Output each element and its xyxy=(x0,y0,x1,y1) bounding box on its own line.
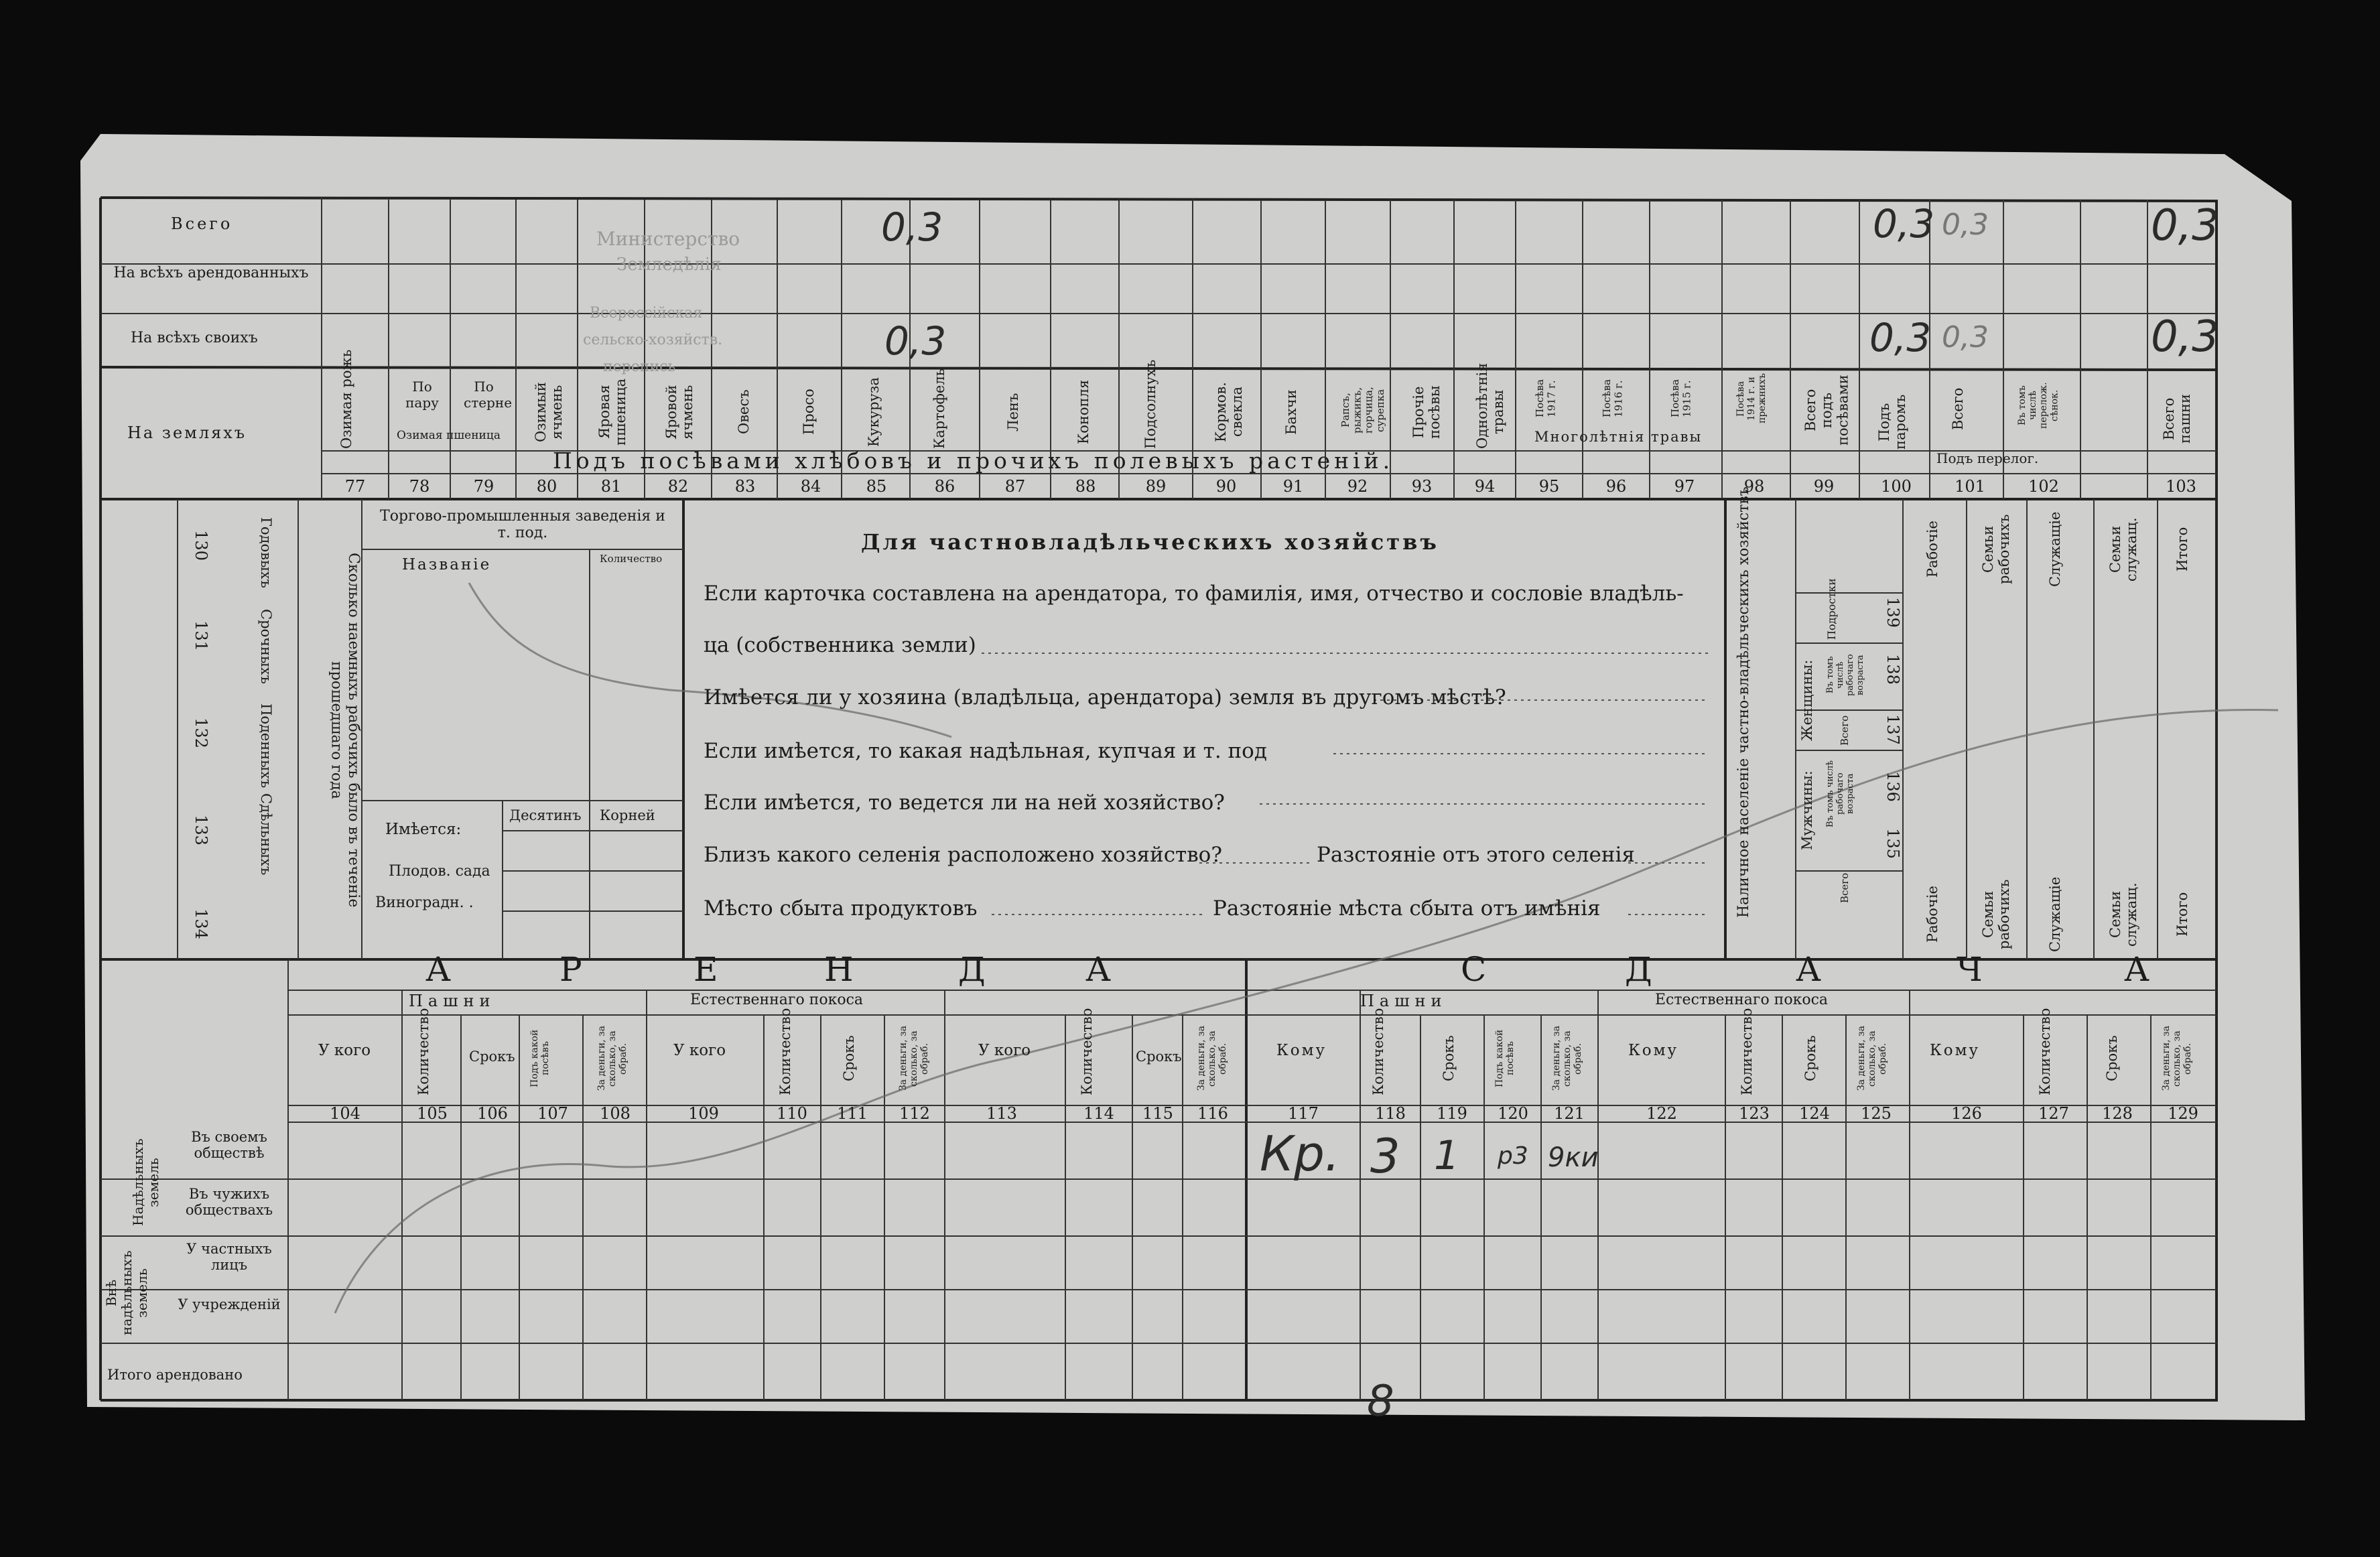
row-label-na-zemlyakh: На земляхъ xyxy=(127,423,247,442)
crop-num-77: 77 xyxy=(344,477,366,496)
crop-num-103: 103 xyxy=(2166,477,2196,496)
hw-vsego-99: 0,3 xyxy=(1873,201,1935,247)
hw-vsego-103: 0,3 xyxy=(2151,201,2219,251)
workers-col-semisl-bot: Семьи служащ. xyxy=(2107,882,2140,947)
stamp-line-5: перепись xyxy=(603,358,676,375)
arenda-letter-1: А xyxy=(425,950,451,989)
crop-col-88: Конопля xyxy=(1075,379,1092,445)
crop-col-101: Всего xyxy=(1950,387,1966,430)
bottom-u-kogo-113: У кого xyxy=(978,1042,1031,1059)
bottom-za-112: За деньги, за сколько, за обраб. xyxy=(898,1026,931,1091)
row-label-svoikh: На всѣхъ своихъ xyxy=(131,330,258,346)
private-q5: Близъ какого селенія расположено хозяйство? xyxy=(704,843,1222,867)
crop-col-85: Кукуруза xyxy=(866,377,882,447)
trade-imeetsya: Имѣется: xyxy=(385,821,462,838)
hired-num-133: 133 xyxy=(192,815,210,845)
trade-desyatin: Десятинъ xyxy=(509,807,582,823)
population-teens: Подростки xyxy=(1825,578,1838,640)
crop-num-79: 79 xyxy=(473,477,494,496)
workers-col-rabochie-bot: Рабочіе xyxy=(1924,886,1940,943)
bottom-num-105: 105 xyxy=(417,1104,448,1123)
hired-label-podennykh: Поденныхъ xyxy=(258,703,275,789)
crop-num-89: 89 xyxy=(1145,477,1167,496)
workers-col-itogo-bot: Итого xyxy=(2174,892,2190,937)
hired-label-srochnykh: Срочныхъ xyxy=(258,609,275,684)
trade-garden: Плодов. сада xyxy=(389,863,490,880)
population-num-135: 135 xyxy=(1883,828,1902,859)
hired-label-sdelnykh: Сдѣльныхъ xyxy=(258,793,275,876)
hired-num-134: 134 xyxy=(192,908,210,939)
workers-col-rabochie-top: Рабочіе xyxy=(1924,521,1940,578)
bottom-srok-106: Срокъ xyxy=(469,1048,515,1065)
crop-col-102: Въ томъ числѣ перелож. сѣнок. xyxy=(2017,382,2060,429)
crop-col-79: По стерне xyxy=(464,379,513,411)
population-working-w: Въ томъ числѣ рабочаго возраста xyxy=(1825,654,1865,696)
arenda-pashni: Пашни xyxy=(409,992,496,1010)
trade-korney: Корней xyxy=(600,807,655,823)
crop-col-84: Просо xyxy=(801,389,817,435)
bottom-pod-107: Подъ какой посѣвъ xyxy=(529,1029,551,1088)
bottom-num-104: 104 xyxy=(330,1104,360,1123)
row-itogo-arendovano: Итого арендовано xyxy=(107,1367,243,1383)
crop-col-77: Озимая рожь xyxy=(338,349,354,449)
private-title: Для частновладѣльческихъ хозяйствъ xyxy=(861,529,1439,555)
workers-col-semi-bot: Семьи рабочихъ xyxy=(1980,879,2013,950)
crop-col-93: Прочіе посѣвы xyxy=(1410,385,1443,439)
population-num-137: 137 xyxy=(1883,714,1902,745)
crop-col-86: Картофель xyxy=(931,368,947,449)
bottom-num-117: 117 xyxy=(1288,1104,1319,1123)
row-label-arendovannykh: На всѣхъ арендованныхъ xyxy=(113,265,309,281)
nadelnykh-label: Надѣльныхъ земель xyxy=(130,1138,161,1227)
bottom-srok-115: Срокъ xyxy=(1136,1048,1182,1065)
crop-num-92: 92 xyxy=(1347,477,1368,496)
bottom-num-111: 111 xyxy=(837,1104,868,1123)
sdacha-letter-1: С xyxy=(1461,950,1487,989)
row-label-vsego: Всего xyxy=(171,214,233,233)
bottom-u-kogo-104: У кого xyxy=(318,1042,371,1059)
crop-col-78: По пару xyxy=(405,379,439,411)
row-uchrezhdeniy: У учрежденій xyxy=(178,1296,281,1312)
stamp-line-4: сельско-хозяйств. xyxy=(583,332,723,348)
stamp-line-3: Всероссійская xyxy=(590,305,703,322)
crop-num-80: 80 xyxy=(536,477,557,496)
crop-num-96: 96 xyxy=(1605,477,1627,496)
bottom-za-125: За деньги, за сколько, за обраб. xyxy=(1856,1026,1889,1091)
hw-svoikh-100: 0,3 xyxy=(1942,320,1989,354)
hired-label-godovykh: Годовыхъ xyxy=(258,517,275,588)
population-men: Мужчины: xyxy=(1799,770,1815,851)
arenda-letter-5: Д xyxy=(958,950,986,989)
crop-col-97: Посѣва 1915 г. xyxy=(1669,379,1693,418)
crop-col-100: Подъ паромъ xyxy=(1876,394,1909,450)
bottom-srok-128: Срокъ xyxy=(2104,1035,2120,1082)
private-q5b: Разстояніе отъ этого селенія xyxy=(1317,843,1635,867)
crop-num-83: 83 xyxy=(734,477,756,496)
mnogoletnie-travy: Многолѣтнія травы xyxy=(1534,429,1703,445)
hw-sdacha-komu: Кр. xyxy=(1260,1126,1340,1182)
private-q6: Мѣсто сбыта продуктовъ xyxy=(704,896,978,921)
crop-num-98: 98 xyxy=(1743,477,1765,496)
crop-num-101: 101 xyxy=(1955,477,1985,496)
workers-col-semi-top: Семьи рабочихъ xyxy=(1980,514,2013,585)
crop-num-84: 84 xyxy=(800,477,821,496)
bottom-u-kogo-109: У кого xyxy=(673,1042,726,1059)
population-total-m: Всего xyxy=(1839,872,1851,903)
bottom-qty-118: Количество xyxy=(1370,1008,1386,1095)
hw-svoikh-99: 0,3 xyxy=(1869,315,1932,360)
crop-num-100: 100 xyxy=(1881,477,1912,496)
bottom-pod-120: Подъ какой посѣвъ xyxy=(1494,1029,1516,1088)
hw-sdacha-pod: р3 xyxy=(1498,1142,1528,1170)
crop-col-103: Всего пашни xyxy=(2161,393,2194,444)
hired-num-130: 130 xyxy=(192,530,210,561)
workers-col-sluzh-top: Служащіе xyxy=(2047,511,2063,588)
hired-title: Сколько наемныхъ рабочихъ было въ теченіе прошедшаго года xyxy=(328,553,362,908)
hw-sdacha-za: 9ки xyxy=(1548,1142,1599,1173)
workers-col-itogo-top: Итого xyxy=(2174,527,2190,572)
population-working-m: Въ томъ числѣ рабочаго возраста xyxy=(1825,760,1855,828)
private-q4: Если имѣется, то ведется ли на ней хозяйство? xyxy=(704,791,1225,815)
sdacha-pashni: Пашни xyxy=(1360,992,1447,1010)
bottom-srok-111: Срокъ xyxy=(841,1035,857,1082)
sdacha-letter-5: А xyxy=(2124,950,2150,989)
bottom-qty-127: Количество xyxy=(2037,1008,2053,1095)
crop-col-95: Посѣва 1917 г. xyxy=(1534,379,1558,418)
crop-col-89: Подсолнухъ xyxy=(1142,359,1159,449)
crop-num-102: 102 xyxy=(2028,477,2059,496)
sdacha-letter-3: А xyxy=(1796,950,1821,989)
crop-col-98: Посѣва 1914 г. и прежнихъ xyxy=(1735,373,1768,424)
bottom-num-112: 112 xyxy=(899,1104,930,1123)
crop-col-96: Посѣва 1916 г. xyxy=(1601,379,1625,418)
workers-col-semisl-top: Семьи служащ. xyxy=(2107,517,2140,582)
bottom-num-120: 120 xyxy=(1498,1104,1528,1123)
hw-vsego-100: 0,3 xyxy=(1942,208,1989,242)
bottom-srok-119: Срокъ xyxy=(1441,1035,1457,1082)
arenda-pokosa: Естественнаго покоса xyxy=(690,992,864,1008)
bottom-za-108: За деньги, за сколько, за обраб. xyxy=(596,1026,629,1091)
bottom-num-121: 121 xyxy=(1554,1104,1585,1123)
stamp-line-2: Земледѣлія xyxy=(616,255,722,275)
bottom-num-106: 106 xyxy=(477,1104,508,1123)
bottom-num-114: 114 xyxy=(1083,1104,1114,1123)
crop-num-85: 85 xyxy=(866,477,887,496)
crop-col-94: Однолѣтнія травы xyxy=(1474,362,1507,449)
bottom-num-119: 119 xyxy=(1437,1104,1467,1123)
bottom-num-107: 107 xyxy=(537,1104,568,1123)
trade-vineyard: Виноградн. . xyxy=(375,894,474,911)
hired-num-132: 132 xyxy=(192,718,210,748)
population-women: Женщины: xyxy=(1799,659,1815,741)
workers-col-sluzh-bot: Служащіе xyxy=(2047,876,2063,953)
bottom-za-116: За деньги, за сколько, за обраб. xyxy=(1196,1026,1229,1091)
bottom-qty-123: Количество xyxy=(1739,1008,1755,1095)
bottom-num-115: 115 xyxy=(1142,1104,1173,1123)
bottom-num-113: 113 xyxy=(986,1104,1017,1123)
arenda-letter-6: А xyxy=(1085,950,1111,989)
sdacha-pokosa: Естественнаго покоса xyxy=(1655,992,1829,1008)
crop-num-93: 93 xyxy=(1411,477,1433,496)
hired-num-131: 131 xyxy=(192,620,210,651)
crop-num-87: 87 xyxy=(1004,477,1026,496)
hw-svoikh-85: 0,3 xyxy=(884,318,947,364)
row-chuzhikh: Въ чужихъ обществахъ xyxy=(185,1186,273,1218)
private-q1: Если карточка составлена на арендатора, то фамилія, имя, отчество и сословіе владѣль- xyxy=(704,582,1684,606)
crop-num-78: 78 xyxy=(409,477,430,496)
trade-name-col: Названіе xyxy=(402,556,492,573)
population-num-138: 138 xyxy=(1883,654,1902,685)
stamp-line-1: Министерство xyxy=(596,228,740,250)
crop-num-94: 94 xyxy=(1474,477,1496,496)
bottom-komu-126: Кому xyxy=(1930,1042,1981,1059)
crops-band: Подъ посѣвами хлѣбовъ и прочихъ полевыхъ растеній. xyxy=(553,448,1394,474)
crop-col-83: Овесъ xyxy=(736,389,752,435)
crop-col-82: Яровой ячмень xyxy=(663,385,696,439)
crop-num-88: 88 xyxy=(1075,477,1096,496)
arenda-letter-2: Р xyxy=(559,950,582,989)
crop-col-92: Рапсъ, рыжикъ, горчица, сурепка xyxy=(1339,387,1386,434)
private-q3: Если имѣется, то какая надѣльная, купчая и т. под xyxy=(704,739,1267,763)
bottom-num-108: 108 xyxy=(600,1104,631,1123)
bottom-za-121: За деньги, за сколько, за обраб. xyxy=(1551,1026,1584,1091)
arenda-letter-4: Н xyxy=(824,950,854,989)
crop-num-91: 91 xyxy=(1282,477,1304,496)
bottom-num-128: 128 xyxy=(2102,1104,2133,1123)
population-num-136: 136 xyxy=(1883,771,1902,802)
crop-col-81: Яровая пшеница xyxy=(596,379,629,446)
bottom-num-123: 123 xyxy=(1739,1104,1770,1123)
crop-num-95: 95 xyxy=(1538,477,1560,496)
ozimaya-pshenitsa: Озимая пшеница xyxy=(397,429,501,442)
private-q1b: ца (собственника земли) xyxy=(704,633,976,657)
trade-qty-col: Количество xyxy=(600,553,663,565)
crop-num-97: 97 xyxy=(1674,477,1695,496)
arenda-letter-3: Е xyxy=(693,950,718,989)
hw-sdacha-srok: 1 xyxy=(1434,1132,1460,1179)
bottom-num-129: 129 xyxy=(2168,1104,2198,1123)
bottom-qty-114: Количество xyxy=(1079,1008,1095,1095)
sdacha-letter-4: Ч xyxy=(1957,950,1983,989)
trade-title: Торгово-промышленныя заведенія и т. под. xyxy=(380,508,665,541)
crop-num-90: 90 xyxy=(1215,477,1237,496)
vne-nadelnykh-label: Внѣ надѣльныхъ земель xyxy=(103,1250,150,1336)
bottom-num-109: 109 xyxy=(688,1104,719,1123)
bottom-num-118: 118 xyxy=(1375,1104,1406,1123)
crop-col-91: Бахчи xyxy=(1283,389,1299,435)
crop-num-82: 82 xyxy=(667,477,689,496)
population-num-139: 139 xyxy=(1883,597,1902,628)
bottom-num-110: 110 xyxy=(777,1104,807,1123)
bottom-num-126: 126 xyxy=(1951,1104,1982,1123)
population-title: Наличное населеніе частно-владѣльческихъ хозяйствъ xyxy=(1735,486,1752,918)
hw-vsego-85: 0,3 xyxy=(881,204,943,250)
bottom-qty-105: Количество xyxy=(415,1008,432,1095)
bottom-num-116: 116 xyxy=(1197,1104,1228,1123)
private-q6b: Разстояніе мѣста сбыта отъ имѣнія xyxy=(1213,896,1601,921)
hw-sdacha-qty: 3 xyxy=(1370,1129,1400,1184)
crop-col-80: Озимый ячмень xyxy=(533,382,566,442)
bottom-num-125: 125 xyxy=(1861,1104,1892,1123)
crop-num-86: 86 xyxy=(934,477,955,496)
bottom-num-122: 122 xyxy=(1646,1104,1677,1123)
pod-perelog: Подъ перелог. xyxy=(1936,450,2039,466)
bottom-za-129: За деньги, за сколько, за обраб. xyxy=(2161,1026,2194,1091)
bottom-qty-110: Количество xyxy=(777,1008,793,1095)
sdacha-letter-2: Д xyxy=(1625,950,1652,989)
population-total-w: Всего xyxy=(1839,715,1851,746)
crop-col-99: Всего подъ посѣвами xyxy=(1802,375,1851,446)
bottom-num-127: 127 xyxy=(2038,1104,2069,1123)
hw-page-mark: 8 xyxy=(1367,1377,1394,1426)
crop-col-90: Кормов. свекла xyxy=(1213,382,1246,442)
private-q2: Имѣется ли у хозяина (владѣльца, арендатора) земля въ другомъ мѣстѣ? xyxy=(704,685,1506,709)
hw-svoikh-103: 0,3 xyxy=(2151,312,2219,362)
row-chastnykh: У частныхъ лицъ xyxy=(186,1241,272,1273)
crop-num-81: 81 xyxy=(600,477,622,496)
crop-num-99: 99 xyxy=(1813,477,1835,496)
bottom-komu-122: Кому xyxy=(1628,1042,1679,1059)
bottom-komu-117: Кому xyxy=(1276,1042,1327,1059)
row-svoem: Въ своемъ обществѣ xyxy=(191,1129,267,1161)
bottom-srok-124: Срокъ xyxy=(1802,1035,1819,1082)
crop-col-87: Ленъ xyxy=(1005,393,1021,431)
bottom-num-124: 124 xyxy=(1799,1104,1830,1123)
